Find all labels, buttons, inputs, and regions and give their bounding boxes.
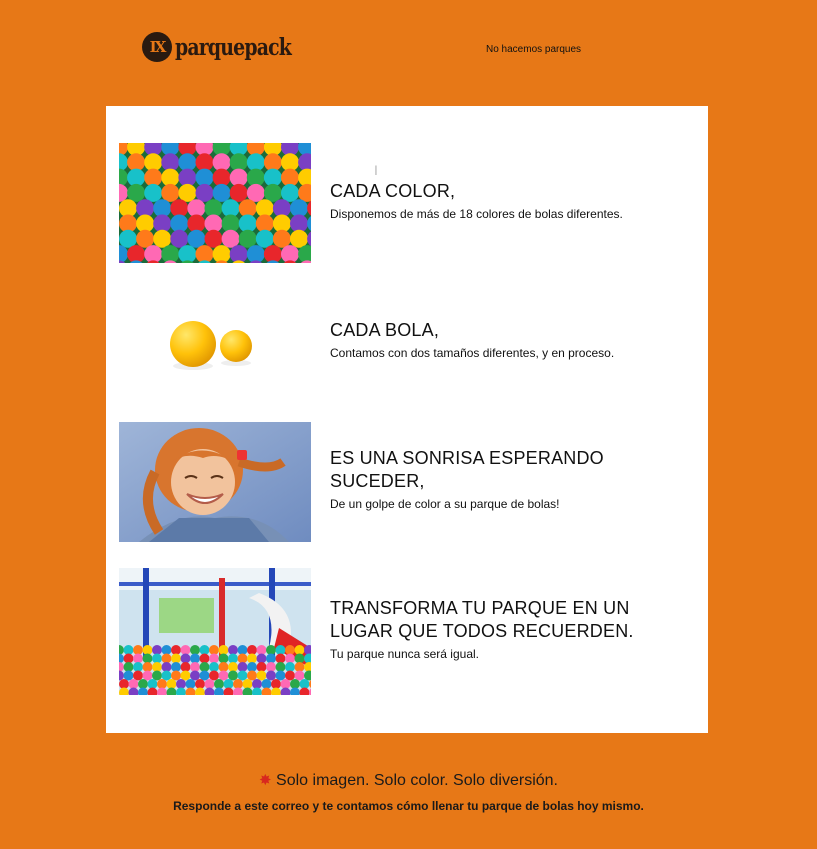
feature-row — [106, 568, 708, 695]
smiling-girl-photo — [119, 422, 311, 542]
feature-row — [106, 422, 708, 542]
feature-row — [106, 143, 708, 263]
collision-icon: ✸ — [259, 772, 272, 789]
footer-cta: Responde a este correo y te contamos cómo llenar tu parque de bolas hoy mismo. — [173, 799, 644, 813]
feature-description: Tu parque nunca será igual. — [330, 647, 479, 661]
logo-text: parquepack — [175, 33, 292, 61]
email-header — [0, 0, 817, 106]
feature-title: ES UNA SONRISA ESPERANDO SUCEDER, — [330, 448, 604, 491]
colorful-balls-photo — [119, 143, 311, 263]
feature-description: Contamos con dos tamaños diferentes, y en proceso. — [330, 346, 615, 360]
feature-description: De un golpe de color a su parque de bolas! — [330, 497, 560, 511]
feature-title: CADA COLOR, — [330, 181, 456, 201]
brand-logo[interactable] — [142, 30, 316, 64]
header-tagline: No hacemos parques — [486, 44, 582, 55]
footer-slogan — [0, 771, 817, 790]
feature-title: CADA BOLA, — [330, 320, 440, 340]
two-yellow-balls-photo — [119, 282, 311, 402]
feature-title: TRANSFORMA TU PARQUE EN UN LUGAR QUE TODOS RECUERDEN. — [330, 598, 634, 641]
feature-row — [106, 282, 708, 402]
logo-mark-icon: IX — [142, 32, 172, 62]
content-card — [106, 106, 708, 733]
footer-slogan-text: Solo imagen. Solo color. Solo diversión. — [276, 772, 558, 789]
text-cursor-icon: I — [374, 162, 378, 178]
indoor-playground-photo — [119, 568, 311, 695]
feature-description: Disponemos de más de 18 colores de bolas diferentes. — [330, 207, 623, 221]
